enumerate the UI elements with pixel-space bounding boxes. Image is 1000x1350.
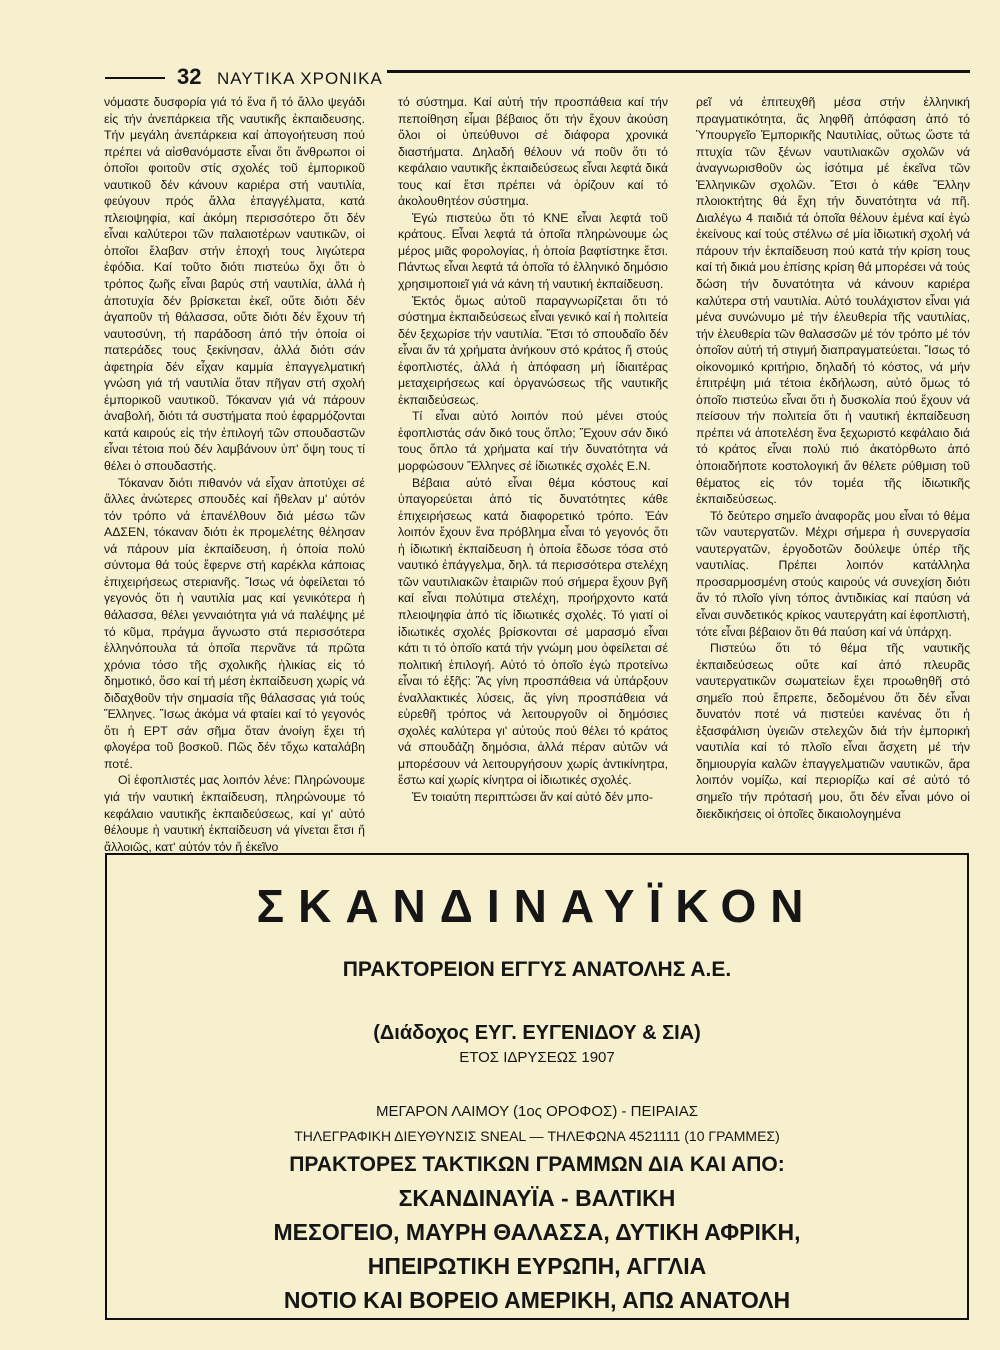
advertisement-box <box>105 853 969 1320</box>
ad-route-line: ΣΚΑΝΔΙΝΑΥΪΑ - ΒΑΛΤΙΚΗ <box>398 1185 676 1211</box>
article-column-3 <box>696 94 970 822</box>
ad-address: ΜΕΓΑΡΟΝ ΛΑΙΜΟΥ (1ος ΟΡΟΦΟΣ) - ΠΕΙΡΑΙΑΣ <box>375 1103 698 1120</box>
ad-successor-line: (Διάδοχος ΕΥΓ. ΕΥΓΕΝΙΔΟΥ & ΣΙΑ) <box>373 1022 701 1044</box>
ad-route-line: ΜΕΣΟΓΕΙΟ, ΜΑΥΡΗ ΘΑΛΑΣΣΑ, ΔΥΤΙΚΗ ΑΦΡΙΚΗ, <box>273 1219 801 1245</box>
page-number: 32 <box>177 64 202 89</box>
article-paragraph: Πιστεύω ὅτι τό θέμα τῆς ναυτικῆς ἐκπαιδεύσεως οὔτε καί ἀπό πλευρᾶς ναυτεργατικῶν σωματείων ἔχει προωθηθῆ στό σημεῖο πού ἔπρεπε, δεδομένου ὅτι δέν εἶναι δυνατόν ποτέ νά πιστεύει κανένας ὅτι ἡ ἐξασφάλιση ὑγειῶν στελεχῶν διά τήν ἐμπορική ναυτιλία καί τό πλοῖο εἶναι ἄσχετη μέ τήν δημιουργία καλῶν ἐπαγγελματιῶν ναυτικῶν, ἄρα λοιπόν νομίζω, καί περιορίζω καί σέ αὐτό τό σημεῖο τήν πρότασή μου, ὅτι δέν εἶναι μόνο οἱ διεκδικήσεις οἱ ὁποῖες δικαιολογημένα <box>696 641 970 821</box>
ad-founding-year: ΕΤΟΣ ΙΔΡΥΣΕΩΣ 1907 <box>459 1049 615 1066</box>
article-column-2 <box>398 94 668 822</box>
article-paragraph: Τί εἶναι αὐτό λοιπόν πού μένει στούς ἐφοπλιστάς σάν δικό τους ὅπλο; Ἔχουν σάν δικό τους ὅπλο τά χρήματα καί τήν δυνατότητα νά μορφώσουν Ἕλληνες σέ ἰδιωτικές σχολές Ε.Ν. <box>398 409 668 474</box>
ad-company-name: ΣΚΑΝΔΙΝΑΥΪΚΟΝ <box>256 880 818 932</box>
ad-agents-heading: ΠΡΑΚΤΟΡΕΣ ΤΑΚΤΙΚΩΝ ΓΡΑΜΜΩΝ ΔΙΑ ΚΑΙ ΑΠΟ: <box>289 1153 785 1176</box>
publication-title: ΝΑΥΤΙΚΑ ΧΡΟΝΙΚΑ <box>217 69 383 88</box>
ad-route-line: ΗΠΕΙΡΩΤΙΚΗ ΕΥΡΩΠΗ, ΑΓΓΛΙΑ <box>367 1253 707 1279</box>
article-paragraph: Τόκαναν διότι πιθανόν νά εἶχαν ἀποτύχει σέ ἄλλες ἀνώτερες σπουδές καί ἤθελαν μ' αὐτόν τόν τρόπο νά ἐπανέλθουν διά μέσω τῶν ΑΔΣΕΝ, τόκαναν διότι ἐκ προμελέτης θέλησαν νά πάρουν μία ἐκπαίδευση, ἡ ὁποία πολύ σύντομα θά τούς ἔφερνε στή καρέκλα κάποιας ἐπιχειρήσεως στεριανῆς. Ἴσως νά ὀφείλεται τό γεγονός ὅτι ἡ ναυτιλία μας καί γενικότερα ἡ θάλασσα, θέλει γενναιότητα γιά νά παλέψης μέ τό κῦμα, πράγμα ἄγνωστο στά περισσότερα ἑλληνόπουλα τά ὁποῖα περνᾶνε τά πρῶτα χρόνια τόσο τῆς σχολικῆς ἡλικίας εἰς τό δημοτικό, ὅσο καί τή μέση ἐκπαίδευση χωρίς νά διδαχθοῦν τήν σημασία τῆς θάλασσας γιά τούς Ἕλληνες. Ἴσως ἀκόμα νά φταίει καί τό γεγονός ὅτι ἡ ΕΡΤ σάν σῆμα ὅταν ἀνοίγη ἔχει τή φλογέρα τοῦ βοσκοῦ. Πῶς δέν τὄχω καταλάβη ποτέ. <box>104 475 365 771</box>
article-paragraph: Τό δεύτερο σημεῖο ἀναφορᾶς μου εἶναι τό θέμα τῶν ναυτεργατῶν. Μέχρι σήμερα ἡ συνεργασία ναυτεργατῶν, ἐργοδοτῶν δούλεψε ὑπέρ τῆς ναυτιλίας. Πρέπει λοιπόν κατάλληλα προσαρμοσμένη στούς καιρούς νά συνεχίση διότι ἄν τό πλοῖο γίνη τόπος ἀντιδικίας καί παύση νά εἶναι συνδετικός κρίκος ναυτεργάτη καί ἐφοπλιστή, τότε εἶναι βέβαιον ὅτι θά παύση καί νά ὑπάρχη. <box>696 508 970 639</box>
article-paragraph: τό σύστημα. Καί αὐτή τήν προσπάθεια καί τήν πεποίθηση εἶμαι βέβαιος ὅτι τήν ἔχουν ἀκούση ὅλοι οἱ ὑπεύθυνοι σέ διάφορα χρονικά διαστήματα. Δηλαδή θέλουν νά ποῦν ὅτι τό κεφάλαιο ναυτικῆς ἐκπαιδεύσεως εἶναι λεφτά δικά τους καί ἔτσι πρέπει νά ὁρίζουν καί τό ἀκολουθητέον σύστημα. <box>398 95 668 209</box>
ad-company-subtitle: ΠΡΑΚΤΟΡΕΙΟΝ ΕΓΓΥΣ ΑΝΑΤΟΛΗΣ Α.Ε. <box>342 958 732 981</box>
article-paragraph: νόμαστε δυσφορία γιά τό ἕνα ἤ τό ἄλλο ψεγάδι εἰς τήν ἀνεπάρκεια τῆς ναυτικῆς ἐκπαιδευσης. Τήν μεγάλη ἀνεπάρκεια καί ἀπογοήτευση πού πρέπει νά αἰσθανόμαστε εἶναι ὅτι ἄνθρωποι οἱ ὁποῖοι φοιτοῦν στίς σχολές τοῦ ἐμπορικοῦ ναυτικοῦ δέν κάνουν καριέρα στή ναυτιλία, φεύγουν πρός ἄλλα ἐπαγγέλματα, κατά πλειοψηφία, καί ἀκόμη περισσότερο ὅτι δέν εἶναι καλύτεροι τῶν παλαιοτέρων ναυτικῶν, οἱ ὁποῖοι ἔλαβαν στήν ἐποχή τους λιγώτερα ἐφόδια. Καί τοῦτο διότι πιστεύω ὄχι ὅτι ὁ τρόπος ζωῆς εἶναι βαρύς στή ναυτιλία, ἀλλά ἡ ἀποτυχία δέν βρίσκεται ἐκεῖ, οὔτε διότι δέν ἀγαποῦν τή θάλασσα, οὔτε διότι δέν ἔχουν τή ναυτοσύνη, τή παράδοση ἀπό τήν ὁποία οἱ πατεράδες τους ξεκίνησαν, ἀλλά διότι σάν ἀφετηρία δέν εἶχαν καμμία ἐπαγγελματική γνώση γιά τή ναυτιλία ὅταν πῆγαν στή σχολή ἐμπορικοῦ ναυτικοῦ. Τόκαναν γιά νά πάρουν ἀναβολή, διότι τά συστήματα πού ἐφαρμόζονται κατά καιρούς εἰς τήν ἐπιλογή τῶν σπουδαστῶν εἶναι τέτοια πού δέν λαμβάνουν ὑπ' ὄψη τους τί θέλει ὁ σπουδαστής. <box>104 95 365 474</box>
article-paragraph: ρεῖ νά ἐπιτευχθῆ μέσα στήν ἑλληνική πραγματικότητα, ἄς ληφθῆ ἀπόφαση ἀπό τό Ὑπουργεῖο Ἐμπορικῆς Ναυτιλίας, οὕτως ὥστε τά πτυχία τῶν ξένων ναυτιλιακῶν σχολῶν νά ἀναγνωρισθοῦν ὡς ἰσότιμα μέ ἐκεῖνα τῶν Ἑλληνικῶν σχολῶν. Ἔτσι ὁ κάθε Ἕλλην πλοιοκτήτης θά ἔχη τήν δυνατότητα νά πῆ. Διαλέγω 4 παιδιά τά ὁποῖα θέλουν ἐμένα καί ἐγώ ἐκείνους καί τούς στέλνω σέ μία ἰδιωτική σχολή νά πάρουν τήν ἐκπαίδευση πού κατά τήν κρίση τους καί τή δικιά μου ἐπίσης κρίση θά μπορέσει νά τούς δώση τήν δυνατότητα νά κάνουν καριέρα καλύτερα στή ναυτιλία. Αὐτό τουλάχιστον εἶναι γιά μένα συνώνυμο μέ τήν ἐλευθερία τῆς ναυτιλίας, τήν ἐλευθερία τῶν θαλασσῶν μέ τόν τρόπο μέ τόν ὁποῖον αὐτή τή στιγμή διαπραγματεύεται. Ἴσως τό οἰκονομικό κριτήριο, δηλαδή τό κόστος, νά μήν ἐπιτρέψη μιά τέτοια ἐκδήλωση, αὐτό ὅμως τό ὁποῖο πιστεύω εἶναι ὅτι ἡ δυσκολία πού ἔχουν νά πείσουν τήν πολιτεία ὅτι ἡ ναυτική ἐκπαίδευση πρέπει νά ἀποτελέση ἕνα ξεχωριστό κεφάλαιο διά τό κράτος εἶναι πολύ πιό ἀκατόρθωτο ἀπό ὁποιαδήποτε κοστολογική ἄν θέλετε ρύθμιση τοῦ θέματος εἰς τόν τομέα τῆς ἰδιωτικῆς ἐκπαιδεύσεως. <box>696 95 970 507</box>
article-column-1 <box>104 94 365 854</box>
ad-telegraph-phone: ΤΗΛΕΓΡΑΦΙΚΗ ΔΙΕΥΘΥΝΣΙΣ SNEAL — ΤΗΛΕΦΩΝΑ 4521111 (10 ΓΡΑΜΜΕΣ) <box>294 1128 780 1144</box>
article-paragraph: Ἐκτός ὅμως αὐτοῦ παραγνωρίζεται ὅτι τό σύστημα ἐκπαιδεύσεως εἶναι γενικό καί ἡ πολιτεία δέν ξεχωρίσε τήν ναυτιλία. Ἔτσι τό σπουδαῖο δέν εἶναι ἄν τά χρήματα ἀνήκουν στό κράτος ἤ στούς ἐφοπλιστές, ἀλλά ἡ ἀπόφαση μή ἰδιαιτέρας μεταχειρήσεως καί ὀργανώσεως τῆς ναυτικῆς ἐκπαιδεύσεως. <box>398 293 668 407</box>
header-rule-right <box>387 70 970 73</box>
header-rule-left <box>105 77 165 79</box>
article-paragraph: Βέβαια αὐτό εἶναι θέμα κόστους καί ὑπαγορεύεται ἀπό τίς δυνατότητες κάθε ἐπιχειρήσεως κατά διαφορετικό τρόπο. Ἐάν λοιπόν ἔχουν ἕνα πρόβλημα εἶναι τό γεγονός ὅτι ἡ ἰδιωτική ἐκπαίδευση ἡ ὁποία ἔδωσε τόσα στό ναυτικό ἐπάγγελμα, δηλ. τά περισσότερα στελέχη τῶν ναυτιλιακῶν ἑταιριῶν πού σήμερα ἔχουν βγῆ καί εἶναι πολύτιμα στελέχη, προήρχοντο κατά πλειοψηφία ἀπό τίς ἰδιωτικές σχολές. Τό γιατί οἱ ἰδιωτικές σχολές βρίσκονται σέ μαρασμό εἶναι κάτι τι τό ὁποῖο κατά τήν γνώμη μου ὀφείλεται σέ πολιτική ἐπιλογή. Αὐτό τό ὁποῖο ἐγώ προτείνω εἶναι τό ἑξῆς: Ἄς γίνη προσπάθεια νά ὑπάρξουν ἐναλλακτικές λύσεις, ἄς γίνη προσπάθεια νά εὑρεθῆ τρόπος νά λειτουργοῦν οἱ δημόσιες σχολές καλύτερα γι' αὐτούς πού θέλει τό κράτος νά σπουδάζη δημόσια, ἀλλά πέραν αὐτῶν νά μπορέσουν νά λειτουργήσουν χωρίς ἀντικίνητρα, ἔστω καί χωρίς κίνητρα οἱ ἰδιωτικές σχολές. <box>398 475 668 788</box>
article-paragraph: Οἱ ἐφοπλιστές μας λοιπόν λένε: Πληρώνουμε γιά τήν ναυτική ἐκπαίδευση, πληρώνουμε τό κεφάλαιο ναυτικῆς ἐκπαιδεύσεως, καί γι' αὐτό θέλουμε ἡ ναυτική ἐκπαίδευση νά γίνεται ἔτσι ἤ ἄλλοιῶς, κατ' αὐτόν τόν ἤ ἐκεῖνο <box>104 773 365 854</box>
article-paragraph: Ἐγώ πιστεύω ὅτι τό ΚΝΕ εἶναι λεφτά τοῦ κράτους. Εἶναι λεφτά τά ὁποῖα πληρώνουμε ὡς μέρος μιᾶς φορολογίας, ἡ ὁποία βαφτίστηκε ἔτσι. Πάντως εἶναι λεφτά τά ὁποῖα τό ἑλληνικό δημόσιο χρησιμοποιεῖ γιά νά κάνη τή ναυτική ἐκπαίδευση. <box>398 210 668 292</box>
ad-route-line: ΝΟΤΙΟ ΚΑΙ ΒΟΡΕΙΟ ΑΜΕΡΙΚΗ, ΑΠΩ ΑΝΑΤΟΛΗ <box>283 1287 791 1313</box>
page-header <box>105 64 970 92</box>
article-paragraph: Ἐν τοιαύτη περιπτώσει ἄν καί αὐτό δέν μπο- <box>412 789 653 804</box>
